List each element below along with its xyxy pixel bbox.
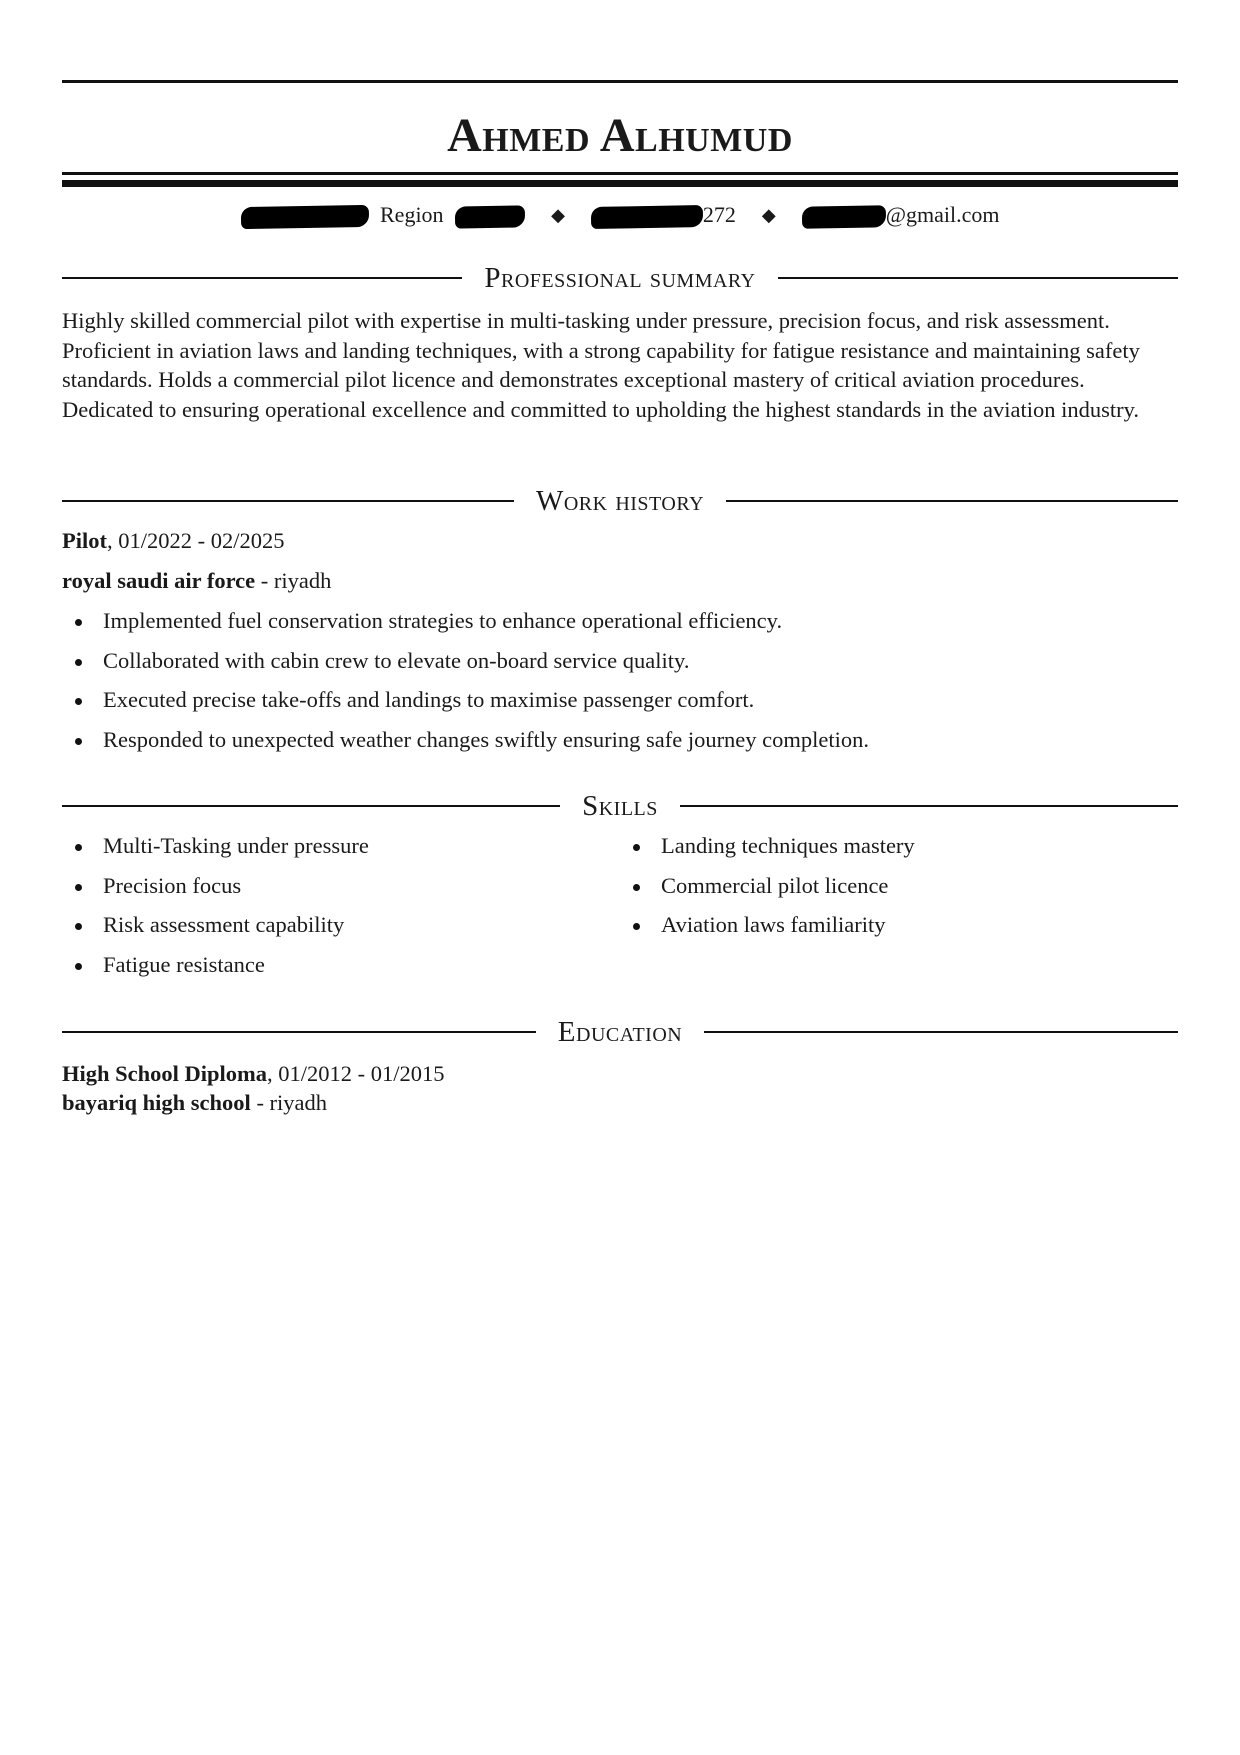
section-rule xyxy=(704,1031,1178,1033)
section-rule xyxy=(62,277,462,279)
education-dates: , 01/2012 - 01/2015 xyxy=(267,1061,445,1086)
education-degree: High School Diploma xyxy=(62,1061,268,1086)
redacted-mark xyxy=(240,205,368,229)
list-item: Executed precise take-offs and landings to maximise passenger comfort. xyxy=(62,685,1178,725)
section-header-work xyxy=(62,481,1178,521)
name-rule-thick xyxy=(62,180,1178,187)
list-item: Commercial pilot licence xyxy=(620,871,1160,911)
job-dates: , 01/2022 - 02/2025 xyxy=(107,528,285,553)
education-school: bayariq high school xyxy=(62,1090,251,1115)
contact-line xyxy=(62,200,1178,230)
section-title-skills: Skills xyxy=(582,790,658,822)
section-rule xyxy=(62,1031,536,1033)
list-item: Multi-Tasking under pressure xyxy=(62,831,602,871)
name-rule-thin xyxy=(62,172,1178,175)
separator-diamond-icon: ◆ xyxy=(761,205,776,225)
separator-diamond-icon: ◆ xyxy=(551,205,565,225)
section-header-summary xyxy=(62,258,1178,298)
redacted-mark xyxy=(591,205,703,229)
employer-line xyxy=(62,566,331,596)
employer-name: royal saudi air force xyxy=(62,568,256,593)
education-degree-line xyxy=(62,1059,445,1089)
top-rule xyxy=(62,80,1178,83)
list-item: Risk assessment capability xyxy=(62,910,602,950)
skills-list-left xyxy=(62,831,602,989)
section-title-work: Work history xyxy=(535,485,705,517)
redacted-mark xyxy=(455,205,525,228)
section-rule xyxy=(680,805,1178,807)
list-item: Implemented fuel conservation strategies to enhance operational efficiency. xyxy=(62,606,1178,646)
contact-phone xyxy=(591,200,736,230)
education-school-line xyxy=(62,1088,327,1118)
job-title: Pilot xyxy=(62,528,107,553)
list-item: Responded to unexpected weather changes swiftly ensuring safe journey completion. xyxy=(62,725,1178,765)
employer-location: - riyadh xyxy=(255,568,332,593)
list-item: Aviation laws familiarity xyxy=(620,910,1160,950)
section-rule xyxy=(726,500,1178,502)
list-item: Collaborated with cabin crew to elevate on-board service quality. xyxy=(62,646,1178,686)
section-title-summary: Professional summary xyxy=(484,262,756,294)
section-rule xyxy=(62,805,560,807)
summary-text: Highly skilled commercial pilot with expertise in multi-tasking under pressure, precision focus, and risk assessment. Proficient in aviation laws and landing techniques, with a strong capability for fatigue resistance and maintaining safety standards. Holds a commercial pilot licence and demonstrates exceptional mastery of critical aviation procedures. Dedicated to ensuring operational excellence and committed to upholding the highest standards in the aviation industry. xyxy=(62,308,1140,422)
section-title-education: Education xyxy=(557,1016,683,1048)
candidate-name: Ahmed Alhumud xyxy=(447,109,793,162)
list-item: Precision focus xyxy=(62,871,602,911)
job-title-line xyxy=(62,526,285,556)
contact-location-text: Region xyxy=(380,202,444,227)
section-rule xyxy=(62,500,514,502)
section-rule xyxy=(778,277,1178,279)
contact-email-text: @gmail.com xyxy=(885,202,1000,227)
skills-list-right xyxy=(620,831,1160,950)
section-header-education xyxy=(62,1012,1178,1052)
contact-location xyxy=(241,200,526,230)
work-bullet-list xyxy=(62,606,1178,764)
section-header-skills xyxy=(62,786,1178,826)
list-item: Fatigue resistance xyxy=(62,950,602,990)
list-item: Landing techniques mastery xyxy=(620,831,1160,871)
redacted-mark xyxy=(802,205,886,228)
education-location: - riyadh xyxy=(250,1090,328,1115)
contact-email xyxy=(802,200,1000,230)
contact-phone-text: 272 xyxy=(702,202,736,227)
